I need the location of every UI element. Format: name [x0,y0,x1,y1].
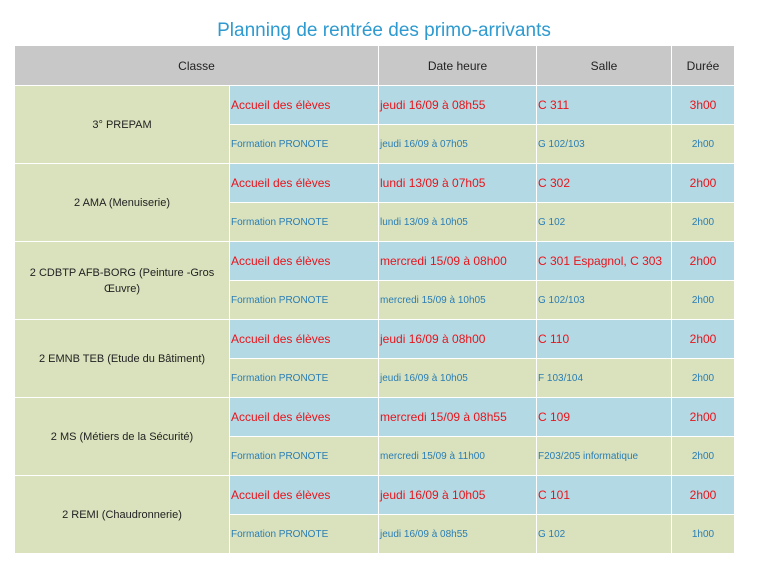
date-cell: mercredi 15/09 à 10h05 [379,281,537,320]
activity-cell: Formation PRONOTE [230,359,379,398]
date-cell: jeudi 16/09 à 10h05 [379,476,537,515]
room-cell: G 102 [537,203,672,242]
date-cell: jeudi 16/09 à 08h55 [379,86,537,125]
class-name-cell: 2 EMNB TEB (Etude du Bâtiment) [15,320,230,398]
duration-cell: 1h00 [672,515,735,554]
date-cell: jeudi 16/09 à 07h05 [379,125,537,164]
room-cell: C 101 [537,476,672,515]
date-cell: lundi 13/09 à 07h05 [379,164,537,203]
class-name-cell: 2 REMI (Chaudronnerie) [15,476,230,554]
schedule-table [14,45,735,554]
room-cell: C 110 [537,320,672,359]
activity-cell: Accueil des élèves [230,476,379,515]
date-cell: jeudi 16/09 à 10h05 [379,359,537,398]
header-salle: Salle [537,46,672,86]
class-name-cell: 2 AMA (Menuiserie) [15,164,230,242]
table-row [15,242,735,281]
header-classe: Classe [15,46,379,86]
page-title: Planning de rentrée des primo-arrivants [217,20,551,41]
duration-cell: 2h00 [672,437,735,476]
activity-cell: Accueil des élèves [230,86,379,125]
room-cell: C 109 [537,398,672,437]
activity-cell: Accueil des élèves [230,398,379,437]
duration-cell: 2h00 [672,398,735,437]
activity-cell: Formation PRONOTE [230,203,379,242]
activity-cell: Accueil des élèves [230,164,379,203]
activity-cell: Formation PRONOTE [230,515,379,554]
class-name-cell: 2 MS (Métiers de la Sécurité) [15,398,230,476]
duration-cell: 2h00 [672,203,735,242]
activity-cell: Formation PRONOTE [230,125,379,164]
room-cell: G 102/103 [537,281,672,320]
room-cell: F203/205 informatique [537,437,672,476]
table-row [15,86,735,125]
room-cell: F 103/104 [537,359,672,398]
room-cell: G 102 [537,515,672,554]
duration-cell: 2h00 [672,125,735,164]
date-cell: mercredi 15/09 à 08h00 [379,242,537,281]
room-cell: C 301 Espagnol, C 303 [537,242,672,281]
class-name-cell: 2 CDBTP AFB-BORG (Peinture -Gros Œuvre) [15,242,230,320]
room-cell: C 311 [537,86,672,125]
duration-cell: 2h00 [672,359,735,398]
room-cell: C 302 [537,164,672,203]
duration-cell: 3h00 [672,86,735,125]
activity-cell: Accueil des élèves [230,242,379,281]
duration-cell: 2h00 [672,281,735,320]
duration-cell: 2h00 [672,242,735,281]
date-cell: jeudi 16/09 à 08h00 [379,320,537,359]
activity-cell: Formation PRONOTE [230,437,379,476]
date-cell: mercredi 15/09 à 11h00 [379,437,537,476]
class-name-cell: 3° PREPAM [15,86,230,164]
table-row [15,164,735,203]
duration-cell: 2h00 [672,476,735,515]
header-duree: Durée [672,46,735,86]
table-row [15,398,735,437]
table-row [15,476,735,515]
duration-cell: 2h00 [672,320,735,359]
header-row [15,46,735,86]
date-cell: mercredi 15/09 à 08h55 [379,398,537,437]
room-cell: G 102/103 [537,125,672,164]
header-date: Date heure [379,46,537,86]
activity-cell: Formation PRONOTE [230,281,379,320]
date-cell: jeudi 16/09 à 08h55 [379,515,537,554]
duration-cell: 2h00 [672,164,735,203]
activity-cell: Accueil des élèves [230,320,379,359]
table-row [15,320,735,359]
date-cell: lundi 13/09 à 10h05 [379,203,537,242]
